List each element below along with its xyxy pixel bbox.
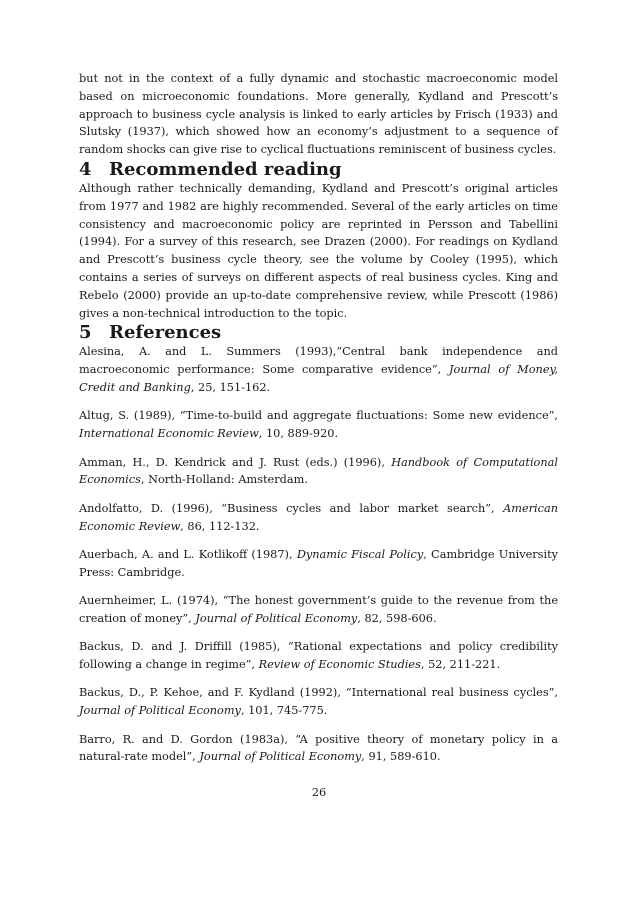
reference-list xyxy=(79,343,558,766)
reference-details: , 91, 589-610. xyxy=(361,750,441,764)
reference-journal: Journal of Political Economy xyxy=(195,611,358,625)
reference-item xyxy=(79,592,558,628)
reference-item xyxy=(79,638,558,674)
reference-journal: Journal of Political Economy xyxy=(79,704,241,718)
reference-item xyxy=(79,546,558,582)
reference-item xyxy=(79,343,558,396)
reference-details: , 10, 889-920. xyxy=(258,427,339,441)
page-number: 26 xyxy=(311,786,327,799)
section-4-number: 4 xyxy=(79,158,92,180)
reference-item xyxy=(79,407,558,443)
reference-item xyxy=(79,500,558,536)
reference-text: Backus, D. and J. Driffill (1985), “Rational expectations and policy credibility following a change in regime”, xyxy=(79,640,558,672)
reference-text: Amman, H., D. Kendrick and J. Rust (eds.) (1996), xyxy=(79,455,392,469)
section-4-heading xyxy=(79,159,558,180)
reference-details: , 101, 745-775. xyxy=(240,704,328,718)
reference-journal: Handbook of Computational Economics xyxy=(79,455,558,487)
section-5-heading xyxy=(79,322,558,343)
reference-item xyxy=(79,454,558,490)
section-5-title: References xyxy=(109,322,222,344)
reference-text: Andolfatto, D. (1996), “Business cycles and labor market search”, xyxy=(79,501,504,515)
reference-journal: Journal of Money, Credit and Banking xyxy=(79,363,558,394)
recommended-reading-paragraph: Although rather technically demanding, Kydland and Prescott’s original articles from 1977 and 1982 are highly recommended. Several of the early articles on time consistency and macroeconomic policy are reprinted in Persson and Tabellini (1994). For a survey of this research, see Drazen (2000). For readings on Kydland and Prescott’s business cycle theory, see the volume by Cooley (1995), which contains a series of surveys on different aspects of real business cycles. King and Rebelo (2000) provide an up-to-date comprehensive review, while Prescott (1986) gives a non-technical introduction to the topic. xyxy=(79,181,558,320)
page-body xyxy=(79,70,558,777)
reference-journal: Review of Economic Studies xyxy=(258,658,421,672)
reference-text: Backus, D., P. Kehoe, and F. Kydland (1992), “International real business cycles”, xyxy=(79,686,558,700)
reference-text: Alesina, A. and L. Summers (1993),“Central bank independence and macroeconomic performance: Some comparative evidence”, xyxy=(79,345,558,377)
reference-details: , 52, 211-221. xyxy=(420,658,501,672)
reference-journal: Dynamic Fiscal Policy xyxy=(296,547,424,561)
section-5-number: 5 xyxy=(79,322,92,344)
reference-details: , 82, 598-606. xyxy=(357,611,437,625)
reference-details: , 86, 112-132. xyxy=(180,519,260,533)
reference-journal: American Economic Review xyxy=(79,501,558,533)
reference-item xyxy=(79,731,558,767)
reference-details: , Cambridge University Press: Cambridge. xyxy=(79,547,559,579)
reference-journal: Journal of Political Economy xyxy=(199,750,362,764)
section-4-title: Recommended reading xyxy=(109,158,342,180)
reference-item xyxy=(79,684,558,720)
reference-details: , 25, 151-162. xyxy=(190,380,271,394)
reference-text: Barro, R. and D. Gordon (1983a), “A positive theory of monetary policy in a natural-rate model”, xyxy=(79,732,558,764)
reference-journal: International Economic Review xyxy=(79,427,259,441)
intro-paragraph: but not in the context of a fully dynamic and stochastic macroeconomic model based on microeconomic foundations. More generally, Kydland and Prescott’s approach to business cycle analysis is linked to early articles by Frisch (1933) and Slutsky (1937), which showed how an economy’s adjustment to a sequence of random shocks can give rise to cyclical fluctuations reminiscent of business cycles. xyxy=(79,72,558,157)
reference-details: , North-Holland: Amsterdam. xyxy=(140,473,308,487)
reference-text: Auernheimer, L. (1974), “The honest government’s guide to the revenue from the creation of money”, xyxy=(79,594,558,625)
reference-text: Altug, S. (1989), “Time-to-build and aggregate fluctuations: Some new evidence”, xyxy=(79,409,558,423)
reference-text: Auerbach, A. and L. Kotlikoff (1987), xyxy=(79,547,297,561)
